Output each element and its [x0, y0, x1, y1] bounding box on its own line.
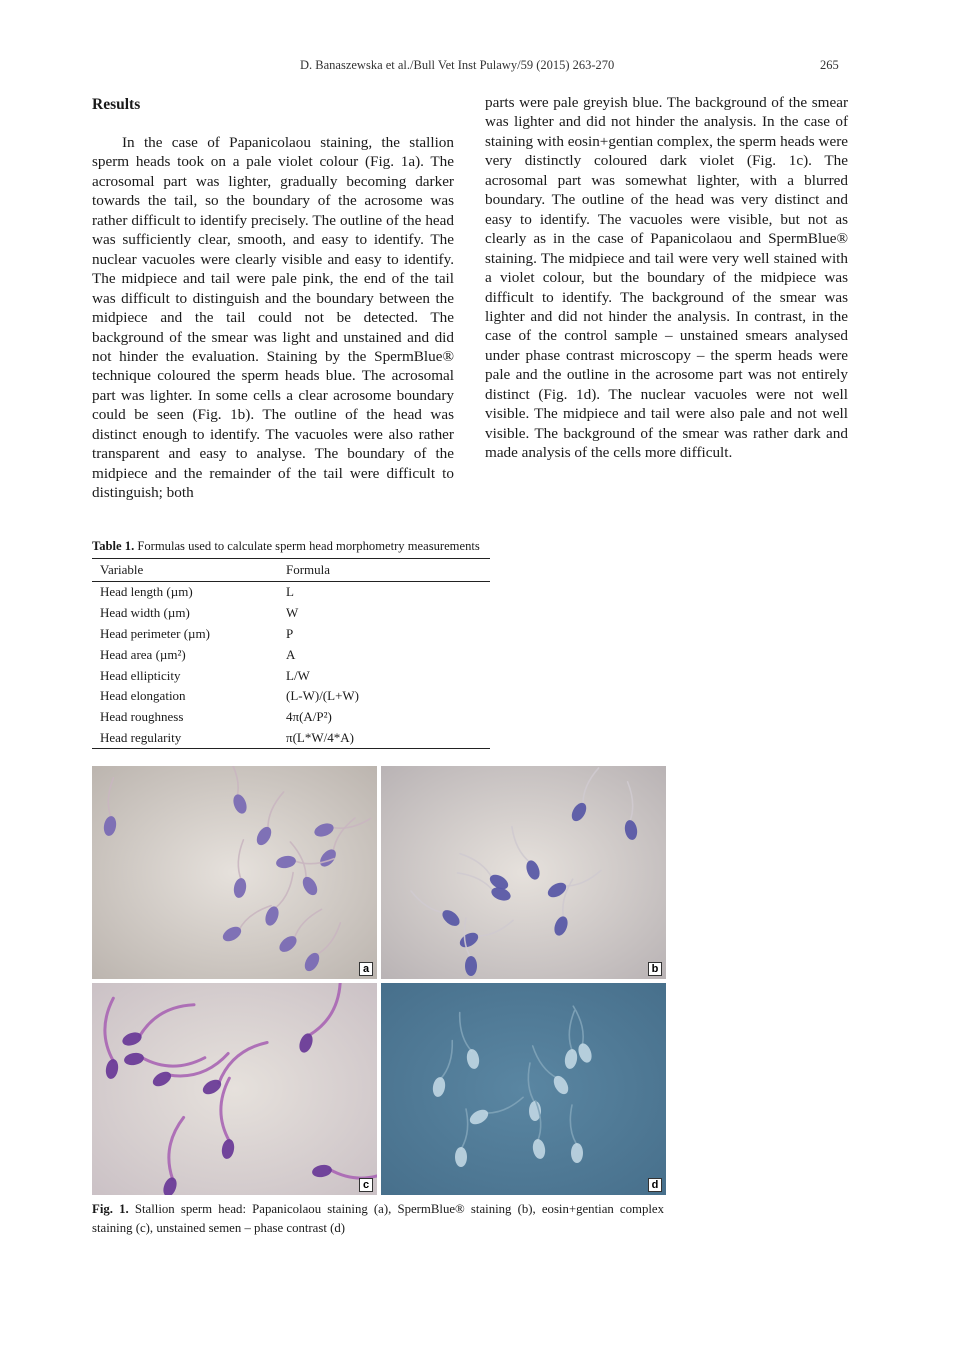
table-caption-text: Formulas used to calculate sperm head morphometry measurements — [134, 539, 480, 553]
table-cell-variable: Head elongation — [100, 688, 186, 704]
page-number: 265 — [820, 58, 839, 72]
figure-panel-b — [381, 766, 666, 979]
table-row — [92, 686, 490, 707]
sperm-head — [455, 1147, 467, 1167]
table-caption-label: Table 1. — [92, 539, 135, 553]
table-cell-variable: Head length (µm) — [100, 584, 193, 600]
micrograph-c — [92, 983, 377, 1195]
table-cell-formula: L — [286, 584, 294, 600]
section-title: Results — [92, 96, 141, 113]
sperm-head — [465, 956, 477, 976]
micrograph-background — [381, 766, 666, 979]
running-head: D. Banaszewska et al./Bull Vet Inst Pulawy/59 (2015) 263-270 — [300, 58, 615, 72]
micrograph-a — [92, 766, 377, 979]
figure-panel-d — [381, 983, 666, 1195]
table-cell-variable: Head width (µm) — [100, 605, 190, 621]
figure-caption-text: Stallion sperm head: Papanicolaou staining (a), SpermBlue® staining (b), eosin+gentian complex staining (c), unstained semen – phase contrast (d) — [92, 1202, 664, 1235]
table-cell-formula: π(L*W/4*A) — [278, 728, 490, 749]
micrograph-d — [381, 983, 666, 1195]
table-header-row — [92, 559, 490, 582]
table-cell-variable: Head perimeter (µm) — [100, 625, 210, 641]
table-cell-formula: W — [286, 605, 299, 621]
table-cell-variable: Head area (µm²) — [100, 646, 186, 662]
table-row — [92, 707, 490, 728]
table-row — [92, 624, 490, 645]
left-paragraph: In the case of Papanicolaou staining, the stallion sperm heads took on a pale violet colour (Fig. 1a). The acrosomal part was lighter, gradually becoming darker towards the tail, so the boundary of the acrosome was rather difficult to identify precisely. The outline of the head was sufficiently clear, smooth, and easy to identify. The nuclear vacuoles were clearly visible and easy to identify. The midpiece and tail were pale pink, the end of the tail was difficult to distinguish and the boundary between the midpiece and the tail could not be detected. The background of the smear was light and unstained and did not hinder the evaluation. Staining by the SpermBlue® technique coloured the sperm heads blue. The acrosomal part was lighter. In some cells a clear acrosome boundary could be seen (Fig. 1b). The outline of the head was distinct enough to identify. The vacuoles were also rather transparent and easy to analyse. The boundary of the midpiece and the remainder of the tail were difficult to distinguish; both — [92, 134, 454, 502]
table-cell-variable: Head ellipticity — [100, 667, 181, 683]
table-row — [92, 582, 490, 603]
right-column — [485, 93, 848, 463]
table-header-formula: Formula — [278, 559, 490, 582]
table-cell-formula: (L-W)/(L+W) — [286, 688, 360, 704]
figure-caption — [92, 1200, 664, 1238]
figure-caption-label: Fig. 1. — [92, 1202, 129, 1216]
table-cell-formula: L/W — [286, 667, 310, 683]
table-row — [92, 603, 490, 624]
micrograph-background — [92, 983, 377, 1195]
sperm-head — [571, 1143, 583, 1163]
panel-label-c: c — [359, 1178, 373, 1192]
table-header-variable: Variable — [92, 559, 278, 582]
table-cell-formula: 4π(A/P²) — [286, 709, 332, 725]
table-row — [92, 665, 490, 686]
micrograph-background — [381, 983, 666, 1195]
panel-label-b: b — [648, 962, 662, 976]
panel-label-a: a — [359, 962, 373, 976]
figure-panel-a — [92, 766, 377, 979]
table-cell-formula: P — [286, 625, 294, 641]
table-cell-variable: Head regularity — [92, 728, 278, 749]
micrograph-b — [381, 766, 666, 979]
table-cell-formula: A — [286, 646, 296, 662]
left-column — [92, 133, 454, 503]
table-row — [92, 644, 490, 665]
table-row — [92, 728, 490, 749]
formula-table — [92, 558, 490, 749]
panel-label-d: d — [648, 1178, 662, 1192]
table-caption — [92, 539, 480, 554]
figure-panel-c — [92, 983, 377, 1195]
table-cell-variable: Head roughness — [100, 709, 184, 725]
right-paragraph: parts were pale greyish blue. The background of the smear was lighter and did not hinder the analysis. In the case of staining with eosin+gentian complex, the sperm heads were very distinctly coloured dark violet (Fig. 1c). The acrosomal part was somewhat lighter, with a blurred boundary. The outline of the head was very distinct and easy to identify. The vacuoles were visible, but not as clearly as in the case of Papanicolaou and SpermBlue® staining. The midpiece and tail were very well stained with a violet colour, but the boundary of the midpiece was difficult to identify. The background of the smear was lighter and did not hinder the analysis. In contrast, in the case of the control sample – unstained smears analysed under phase contrast microscopy – the sperm heads were pale and the outline in the acrosome part was not entirely distinct (Fig. 1d). The nuclear vacuoles were not well visible. The midpiece and tail were also pale and not well visible. The background of the smear was rather dark and made analysis of the cells more difficult. — [485, 94, 848, 462]
